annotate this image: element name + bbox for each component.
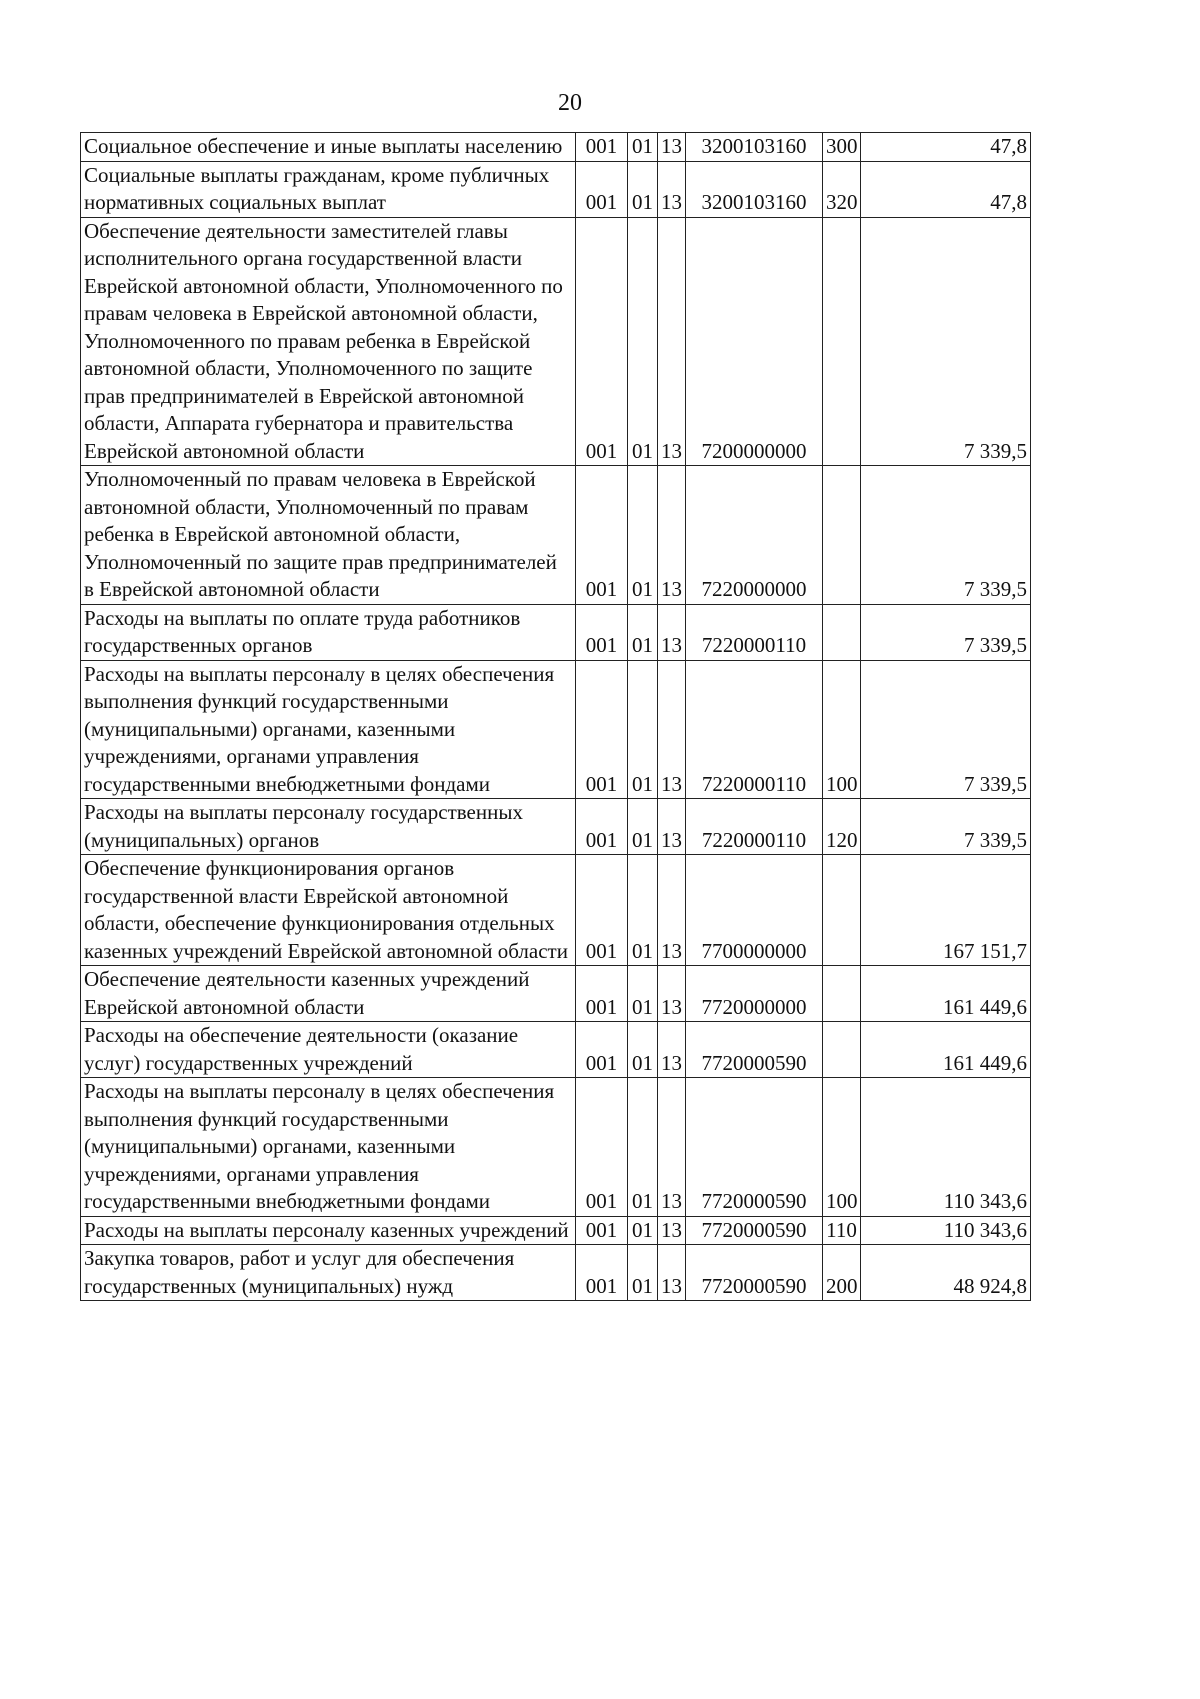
table-row xyxy=(81,799,1031,855)
expense-type-cell: 100 xyxy=(823,660,861,799)
subsection-code-cell: 13 xyxy=(658,660,686,799)
table-row xyxy=(81,133,1031,162)
expense-type-cell: 100 xyxy=(823,1078,861,1217)
amount-cell: 47,8 xyxy=(861,161,1031,217)
amount-cell: 110 343,6 xyxy=(861,1078,1031,1217)
expense-type-cell xyxy=(823,966,861,1022)
table-row xyxy=(81,855,1031,966)
subsection-code-cell: 13 xyxy=(658,161,686,217)
expense-type-cell: 200 xyxy=(823,1245,861,1301)
subsection-code-cell: 13 xyxy=(658,604,686,660)
gov-code-cell: 001 xyxy=(576,1078,628,1217)
amount-cell: 7 339,5 xyxy=(861,799,1031,855)
subsection-code-cell: 13 xyxy=(658,466,686,605)
target-article-cell: 7700000000 xyxy=(686,855,823,966)
section-code-cell: 01 xyxy=(628,1245,658,1301)
section-code-cell: 01 xyxy=(628,604,658,660)
expense-type-cell: 120 xyxy=(823,799,861,855)
section-code-cell: 01 xyxy=(628,161,658,217)
subsection-code-cell: 13 xyxy=(658,217,686,466)
subsection-code-cell: 13 xyxy=(658,1022,686,1078)
expense-type-cell: 320 xyxy=(823,161,861,217)
page-number: 20 xyxy=(558,90,582,116)
expense-type-cell xyxy=(823,466,861,605)
gov-code-cell: 001 xyxy=(576,133,628,162)
section-code-cell: 01 xyxy=(628,133,658,162)
gov-code-cell: 001 xyxy=(576,466,628,605)
row-name-cell: Уполномоченный по правам человека в Еврейской автономной области, Уполномоченный по правам ребенка в Еврейской автономной области, Уполномоченный по защите прав предпринимателей в Еврейской автономной области xyxy=(81,466,576,605)
gov-code-cell: 001 xyxy=(576,604,628,660)
table-row xyxy=(81,1216,1031,1245)
amount-cell: 167 151,7 xyxy=(861,855,1031,966)
amount-cell: 48 924,8 xyxy=(861,1245,1031,1301)
section-code-cell: 01 xyxy=(628,466,658,605)
target-article-cell: 7200000000 xyxy=(686,217,823,466)
subsection-code-cell: 13 xyxy=(658,1216,686,1245)
expense-type-cell xyxy=(823,1022,861,1078)
section-code-cell: 01 xyxy=(628,855,658,966)
gov-code-cell: 001 xyxy=(576,966,628,1022)
expense-type-cell xyxy=(823,217,861,466)
gov-code-cell: 001 xyxy=(576,1022,628,1078)
target-article-cell: 3200103160 xyxy=(686,133,823,162)
target-article-cell: 7720000590 xyxy=(686,1078,823,1217)
row-name-cell: Расходы на выплаты персоналу в целях обеспечения выполнения функций государственными (муниципальными) органами, казенными учреждениями, органами управления государственными внебюджетными фондами xyxy=(81,660,576,799)
amount-cell: 7 339,5 xyxy=(861,466,1031,605)
row-name-cell: Расходы на выплаты персоналу в целях обеспечения выполнения функций государственными (муниципальными) органами, казенными учреждениями, органами управления государственными внебюджетными фондами xyxy=(81,1078,576,1217)
section-code-cell: 01 xyxy=(628,966,658,1022)
table-row xyxy=(81,604,1031,660)
subsection-code-cell: 13 xyxy=(658,1245,686,1301)
row-name-cell: Обеспечение деятельности заместителей главы исполнительного органа государственной власти Еврейской автономной области, Уполномоченного по правам человека в Еврейской автономной области, Уполномоченного по правам ребенка в Еврейской автономной области, Уполномоченного по защите прав предпринимателей в Еврейской автономной области, Аппарата губернатора и правительства Еврейской автономной области xyxy=(81,217,576,466)
amount-cell: 7 339,5 xyxy=(861,660,1031,799)
gov-code-cell: 001 xyxy=(576,217,628,466)
gov-code-cell: 001 xyxy=(576,161,628,217)
amount-cell: 161 449,6 xyxy=(861,1022,1031,1078)
row-name-cell: Социальное обеспечение и иные выплаты населению xyxy=(81,133,576,162)
target-article-cell: 7220000110 xyxy=(686,604,823,660)
row-name-cell: Закупка товаров, работ и услуг для обеспечения государственных (муниципальных) нужд xyxy=(81,1245,576,1301)
table-row xyxy=(81,1078,1031,1217)
expense-type-cell: 300 xyxy=(823,133,861,162)
table-row xyxy=(81,1245,1031,1301)
row-name-cell: Социальные выплаты гражданам, кроме публичных нормативных социальных выплат xyxy=(81,161,576,217)
target-article-cell: 7720000590 xyxy=(686,1245,823,1301)
row-name-cell: Расходы на выплаты по оплате труда работников государственных органов xyxy=(81,604,576,660)
section-code-cell: 01 xyxy=(628,660,658,799)
table-row xyxy=(81,1022,1031,1078)
table-row xyxy=(81,660,1031,799)
amount-cell: 7 339,5 xyxy=(861,217,1031,466)
target-article-cell: 7220000110 xyxy=(686,660,823,799)
gov-code-cell: 001 xyxy=(576,855,628,966)
section-code-cell: 01 xyxy=(628,1216,658,1245)
amount-cell: 161 449,6 xyxy=(861,966,1031,1022)
row-name-cell: Расходы на выплаты персоналу государственных (муниципальных) органов xyxy=(81,799,576,855)
expense-type-cell: 110 xyxy=(823,1216,861,1245)
amount-cell: 110 343,6 xyxy=(861,1216,1031,1245)
row-name-cell: Расходы на обеспечение деятельности (оказание услуг) государственных учреждений xyxy=(81,1022,576,1078)
amount-cell: 7 339,5 xyxy=(861,604,1031,660)
section-code-cell: 01 xyxy=(628,1078,658,1217)
gov-code-cell: 001 xyxy=(576,1216,628,1245)
row-name-cell: Расходы на выплаты персоналу казенных учреждений xyxy=(81,1216,576,1245)
expense-type-cell xyxy=(823,604,861,660)
table-body xyxy=(81,133,1031,1301)
gov-code-cell: 001 xyxy=(576,799,628,855)
target-article-cell: 7720000000 xyxy=(686,966,823,1022)
gov-code-cell: 001 xyxy=(576,1245,628,1301)
table-row xyxy=(81,466,1031,605)
subsection-code-cell: 13 xyxy=(658,1078,686,1217)
table-row xyxy=(81,161,1031,217)
subsection-code-cell: 13 xyxy=(658,133,686,162)
row-name-cell: Обеспечение функционирования органов государственной власти Еврейской автономной области, обеспечение функционирования отдельных казенных учреждений Еврейской автономной области xyxy=(81,855,576,966)
target-article-cell: 7220000000 xyxy=(686,466,823,605)
expense-type-cell xyxy=(823,855,861,966)
gov-code-cell: 001 xyxy=(576,660,628,799)
section-code-cell: 01 xyxy=(628,799,658,855)
table-row xyxy=(81,217,1031,466)
subsection-code-cell: 13 xyxy=(658,799,686,855)
section-code-cell: 01 xyxy=(628,1022,658,1078)
target-article-cell: 7720000590 xyxy=(686,1022,823,1078)
section-code-cell: 01 xyxy=(628,217,658,466)
subsection-code-cell: 13 xyxy=(658,855,686,966)
budget-table xyxy=(80,132,1031,1301)
target-article-cell: 7220000110 xyxy=(686,799,823,855)
target-article-cell: 7720000590 xyxy=(686,1216,823,1245)
row-name-cell: Обеспечение деятельности казенных учреждений Еврейской автономной области xyxy=(81,966,576,1022)
subsection-code-cell: 13 xyxy=(658,966,686,1022)
table-row xyxy=(81,966,1031,1022)
amount-cell: 47,8 xyxy=(861,133,1031,162)
target-article-cell: 3200103160 xyxy=(686,161,823,217)
